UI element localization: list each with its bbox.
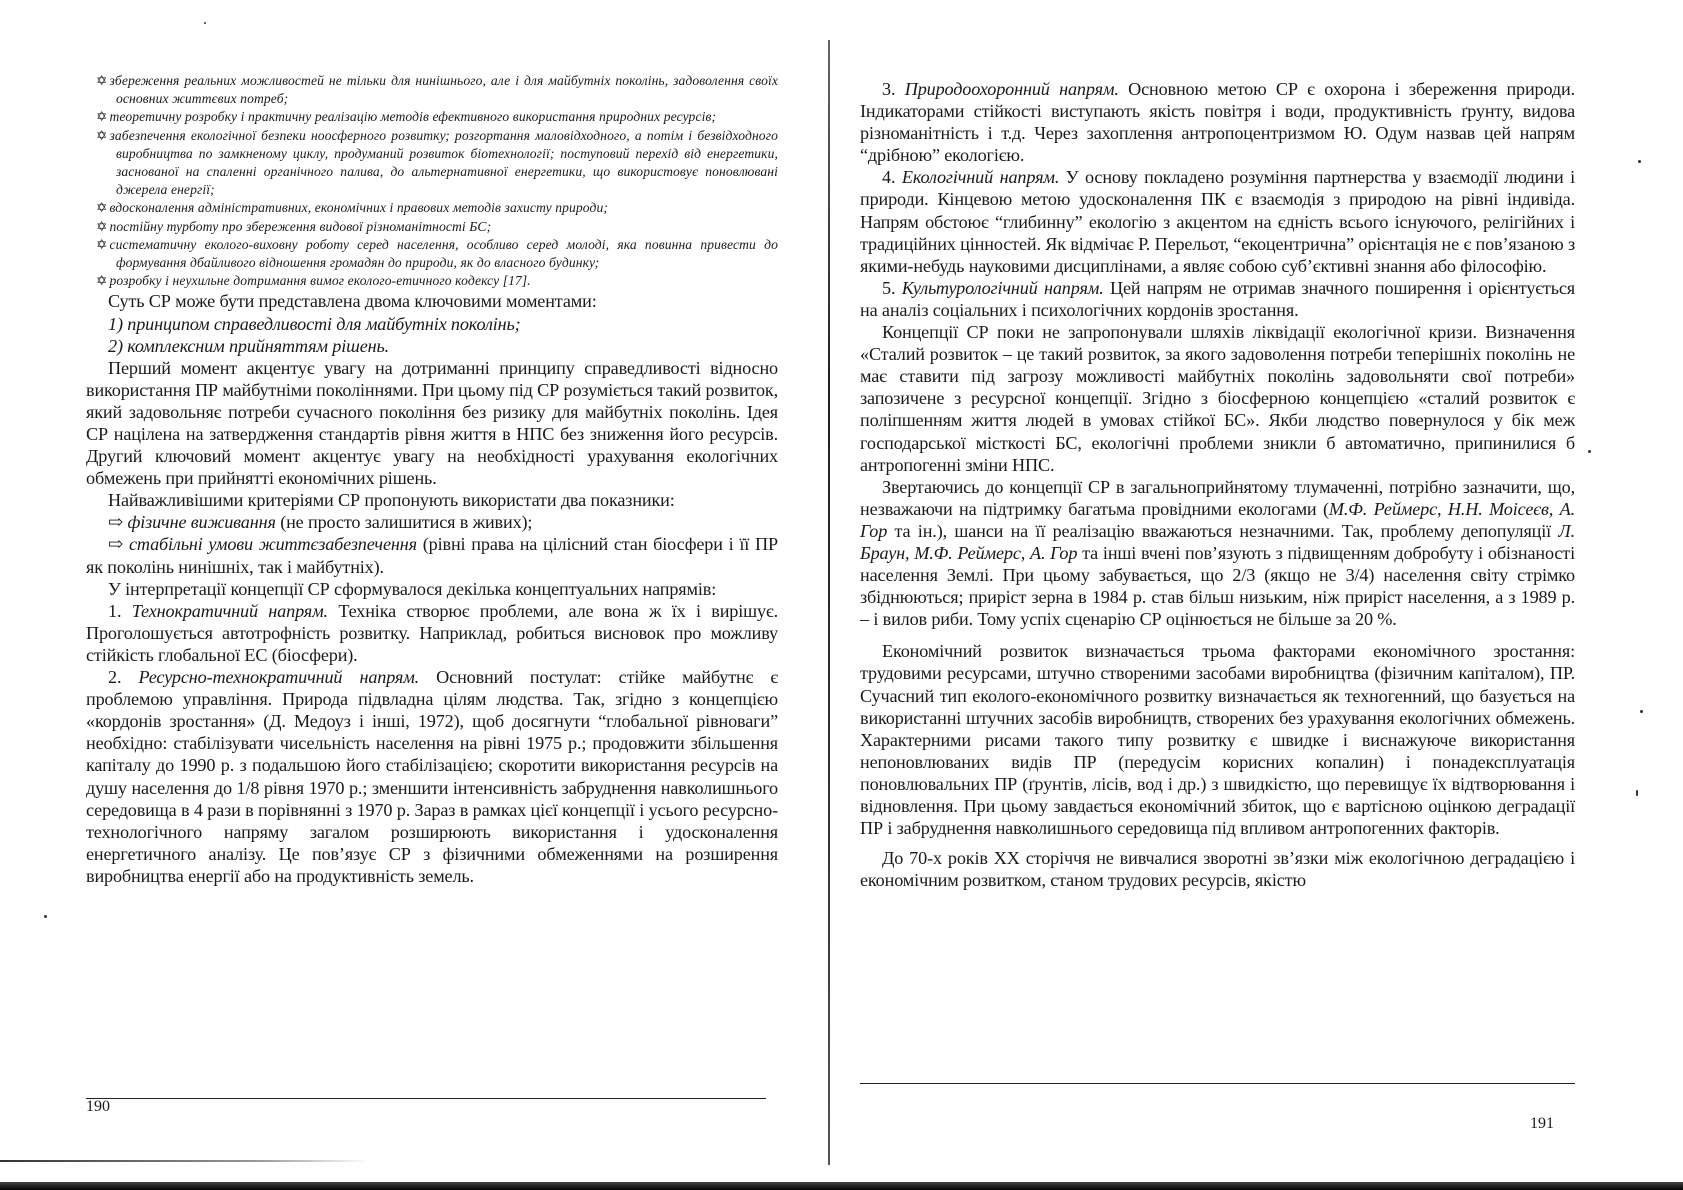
left-column (86, 72, 778, 887)
scan-speck (44, 915, 47, 918)
general-interpretation-paragraph: Звертаючись до концепції СР в загальноприйнятому тлумаченні, потрібно зазначити, що, незважаючи на підтримку багатьма провідними екологами (М.Ф. Реймерс, Н.Н. Моісеєв, А. Гор та ін.), шанси на її реалізацію вважаються незначними. Так, проблему депопуляції Л. Браун, М.Ф. Реймерс, А. Гор та інші вчені пов’язують з підвищенням добробуту і обізнаності населення Землі. При цьому забувається, що 2/3 (якщо не 3/4) населення світу стрімко збіднюються; приріст зерна в 1984 р. став більш низьким, ніж приріст населення, а з 1989 р. – і вилов риби. Тому успіх сценарію СР оцінюється не більше за 20 %. (860, 476, 1575, 630)
bullet-item: ✡ систематичну еколого-виховну роботу серед населення, особливо серед молоді, яка повинна привести до формування дбайливого відношення громадян до природи, як до власного будинку; (96, 236, 778, 271)
direction-1: 1. Технократичний напрям. Техніка створює проблеми, але вона ж їх і вирішує. Проголошується автотрофність розвитку. Наприклад, робиться висновок про можливу стійкість глобальної ЕС (біосфери). (86, 600, 778, 665)
moment-1: 1) принципом справедливості для майбутніх поколінь; (108, 313, 521, 334)
bullet-glyph-icon: ✡ (96, 218, 108, 234)
bullet-glyph-icon: ✡ (96, 273, 108, 289)
right-page (830, 0, 1683, 1190)
seventies-paragraph: До 70-х років XX сторіччя не вивчалися зворотні зв’язки між екологічною деградацією і економічним розвитком, станом трудових ресурсів, якістю (860, 848, 1575, 891)
direction-4: 4. Екологічний напрям. У основу покладено розуміння партнерства у взаємодії людини і природи. Кінцевою метою удосконалення ПК є взаємодія з природою на рівні індивіда. Напрям обстоює “глибинну” екологію з акцентом на єдність всього існуючого, релігійних і традиційних цінностей. Як відмічає Р. Перельот, “екоцентрична” орієнтація не є пов’язаною з якими-небудь науковими дисциплінами, а являє собою суб’єктивні знання або філософію. (860, 167, 1575, 276)
first-moment-paragraph: Перший момент акцентує увагу на дотриманні принципу справедливості відносно використання ПР майбутніми поколіннями. При цьому під СР розуміється такий розвиток, який задовольняє потреби сучасного покоління без ризику для майбутніх поколінь. Ідея СР націлена на затвердження стандартів рівня життя в НПС без зниження його ресурсів. Другий ключовий момент акцентує увагу на необхідності урахування екологічних обмежень при прийнятті економічних рішень. (86, 357, 778, 489)
right-column (860, 78, 1575, 891)
bullet-glyph-icon: ✡ (96, 109, 108, 125)
footer-rule (860, 1083, 1575, 1084)
bullet-item: ✡ вдосконалення адміністративних, економічних і правових методів захисту природи; (96, 200, 609, 216)
interpretation-paragraph: У інтерпретації концепції СР сформувалося декілька концептуальних напрямів: (108, 578, 717, 599)
left-body-text (86, 290, 778, 887)
bullet-glyph-icon: ✡ (96, 73, 108, 88)
direction-5: 5. Культурологічний напрям. Цей напрям не отримав значного поширення і орієнтується на аналіз соціальних і психологічних кордонів зростання. (860, 277, 1576, 320)
scan-edge-mark (0, 1160, 370, 1162)
page-number: 191 (1530, 1115, 1554, 1132)
arrow-right-icon: ⇨ (108, 512, 124, 533)
bullet-glyph-icon: ✡ (96, 200, 108, 216)
right-body-text (860, 78, 1575, 891)
scan-speck (1638, 160, 1641, 163)
criterion-2: ⇨ стабільні умови життєзабезпечення (рівні права на цілісний стан біосфери і її ПР як поколінь нинішніх, так і майбутніх). (86, 534, 778, 577)
scan-speck (1636, 790, 1638, 796)
criteria-paragraph: Найважливішими критеріями СР пропонують використати два показники: (108, 490, 675, 511)
bullet-item: ✡ постійну турботу про збереження видової різноманітності БС; (96, 218, 492, 234)
bullet-glyph-icon: ✡ (96, 127, 108, 143)
bullet-item: ✡ розробку і неухильне дотримання вимог еколого-етичного кодексу [17]. (96, 273, 531, 289)
page-number: 190 (86, 1098, 110, 1115)
economic-paragraph: Економічний розвиток визначається трьома факторами економічного зростання: трудовими ресурсами, штучно створеними засобами виробництва (фізичним капіталом), ПР. Сучасний тип еколого-економічного розвитку визначається як техногенний, що базується на використанні штучних засобів виробництв, створених без урахування екологічних обмежень. Характерними рисами такого типу розвитку є швидке і виснажуюче використання непоновлюваних видів ПР (передусім корисних копалин) і понадексплуатація поновлювальних ПР (ґрунтів, лісів, вод і др.) з швидкістю, що перевищує їх відтворювання і відновлення. При цьому завдається економічний збиток, що є вартісною оцінкою деградації ПР і забруднення навколишнього середовища під впливом антропогенних факторів. (860, 641, 1575, 839)
bullet-glyph-icon: ✡ (96, 236, 108, 252)
direction-2: 2. Ресурсно-технократичний напрям. Основний постулат: стійке майбутнє є проблемою управління. Природа підвладна цілям людства. Так, згідно з концепцією «кордонів зростання» (Д. Медоуз і інші, 1972), щоб досягнути “глобальної рівноваги” необхідно: стабілізувати чисельність населення на рівні 1975 р.; продовжити збільшення капіталу до 1990 р. з подальшою його стабілізацією; скоротити використання ресурсів на душу населення до 1/8 рівня 1970 р.; зменшити інтенсивність забруднення навколишнього середовища в 4 рази в порівнянні з 1970 р. Зараз в рамках цієї концепції і усього ресурсно-технологічного напряму загалом розширюють використання і удосконалення енергетичного аналізу. Це пов’язує СР з фізичними обмеженнями на розширення виробництва енергії або на продуктивність земель. (86, 667, 778, 886)
arrow-right-icon: ⇨ (108, 534, 124, 555)
intro-paragraph: Суть СР може бути представлена двома ключовими моментами: (108, 291, 597, 312)
scan-speck (1588, 450, 1591, 453)
footer-rule (86, 1098, 766, 1099)
scan-speck (1640, 710, 1643, 713)
bullet-item: ✡ забезпечення екологічної безпеки ноосферного розвитку; розгортання маловідходного, а потім і безвідходного виробництва по замкненому циклу, продуманий розвиток біотехнології; поступовий перехід від енергетики, заснованої на спаленні органічного палива, до альтернативної енергетики, що використовує поновлювані джерела енергії; (96, 127, 778, 198)
scan-bottom-edge (0, 1182, 1683, 1190)
criterion-1: ⇨ фізичне виживання (не просто залишитися в живих); (108, 512, 533, 533)
left-page (0, 0, 830, 1190)
direction-3: 3. Природоохоронний напрям. Основною метою СР є охорона і збереження природи. Індикаторами стійкості виступають якість повітря і води, продуктивність ґрунту, видова різноманітність і т.д. Через захоплення антропоцентризмом Ю. Одум назвав цей напрям “дрібною” екологією. (860, 79, 1575, 166)
bullet-item: ✡ теоретичну розробку і практичну реалізацію методів ефективного використання природних ресурсів; (96, 109, 717, 125)
concepts-paragraph: Концепції СР поки не запропонували шляхів ліквідації екологічної кризи. Визначення «Сталий розвиток – це такий розвиток, за якого задоволення потреби теперішніх поколінь не має ставити під загрозу можливості майбутніх поколінь задовольняти свої потреби» запозичене з ресурсної концепції. Згідно з біосферною концепцією «сталий розвиток є поліпшенням життя людей в умовах стійкої БС». Якби людство повернулося у бік меж господарської місткості БС, екологічні проблеми зникли б автоматично, припинилися б антропогенні зміни НПС. (860, 322, 1575, 475)
bullet-list (86, 72, 778, 290)
moment-2: 2) комплексним прийняттям рішень. (108, 335, 390, 356)
bullet-item: ✡ збереження реальних можливостей не тільки для нинішнього, але і для майбутніх поколінь, задоволення своїх основних життєвих потреб; (96, 73, 778, 107)
scan-speck (204, 22, 206, 24)
